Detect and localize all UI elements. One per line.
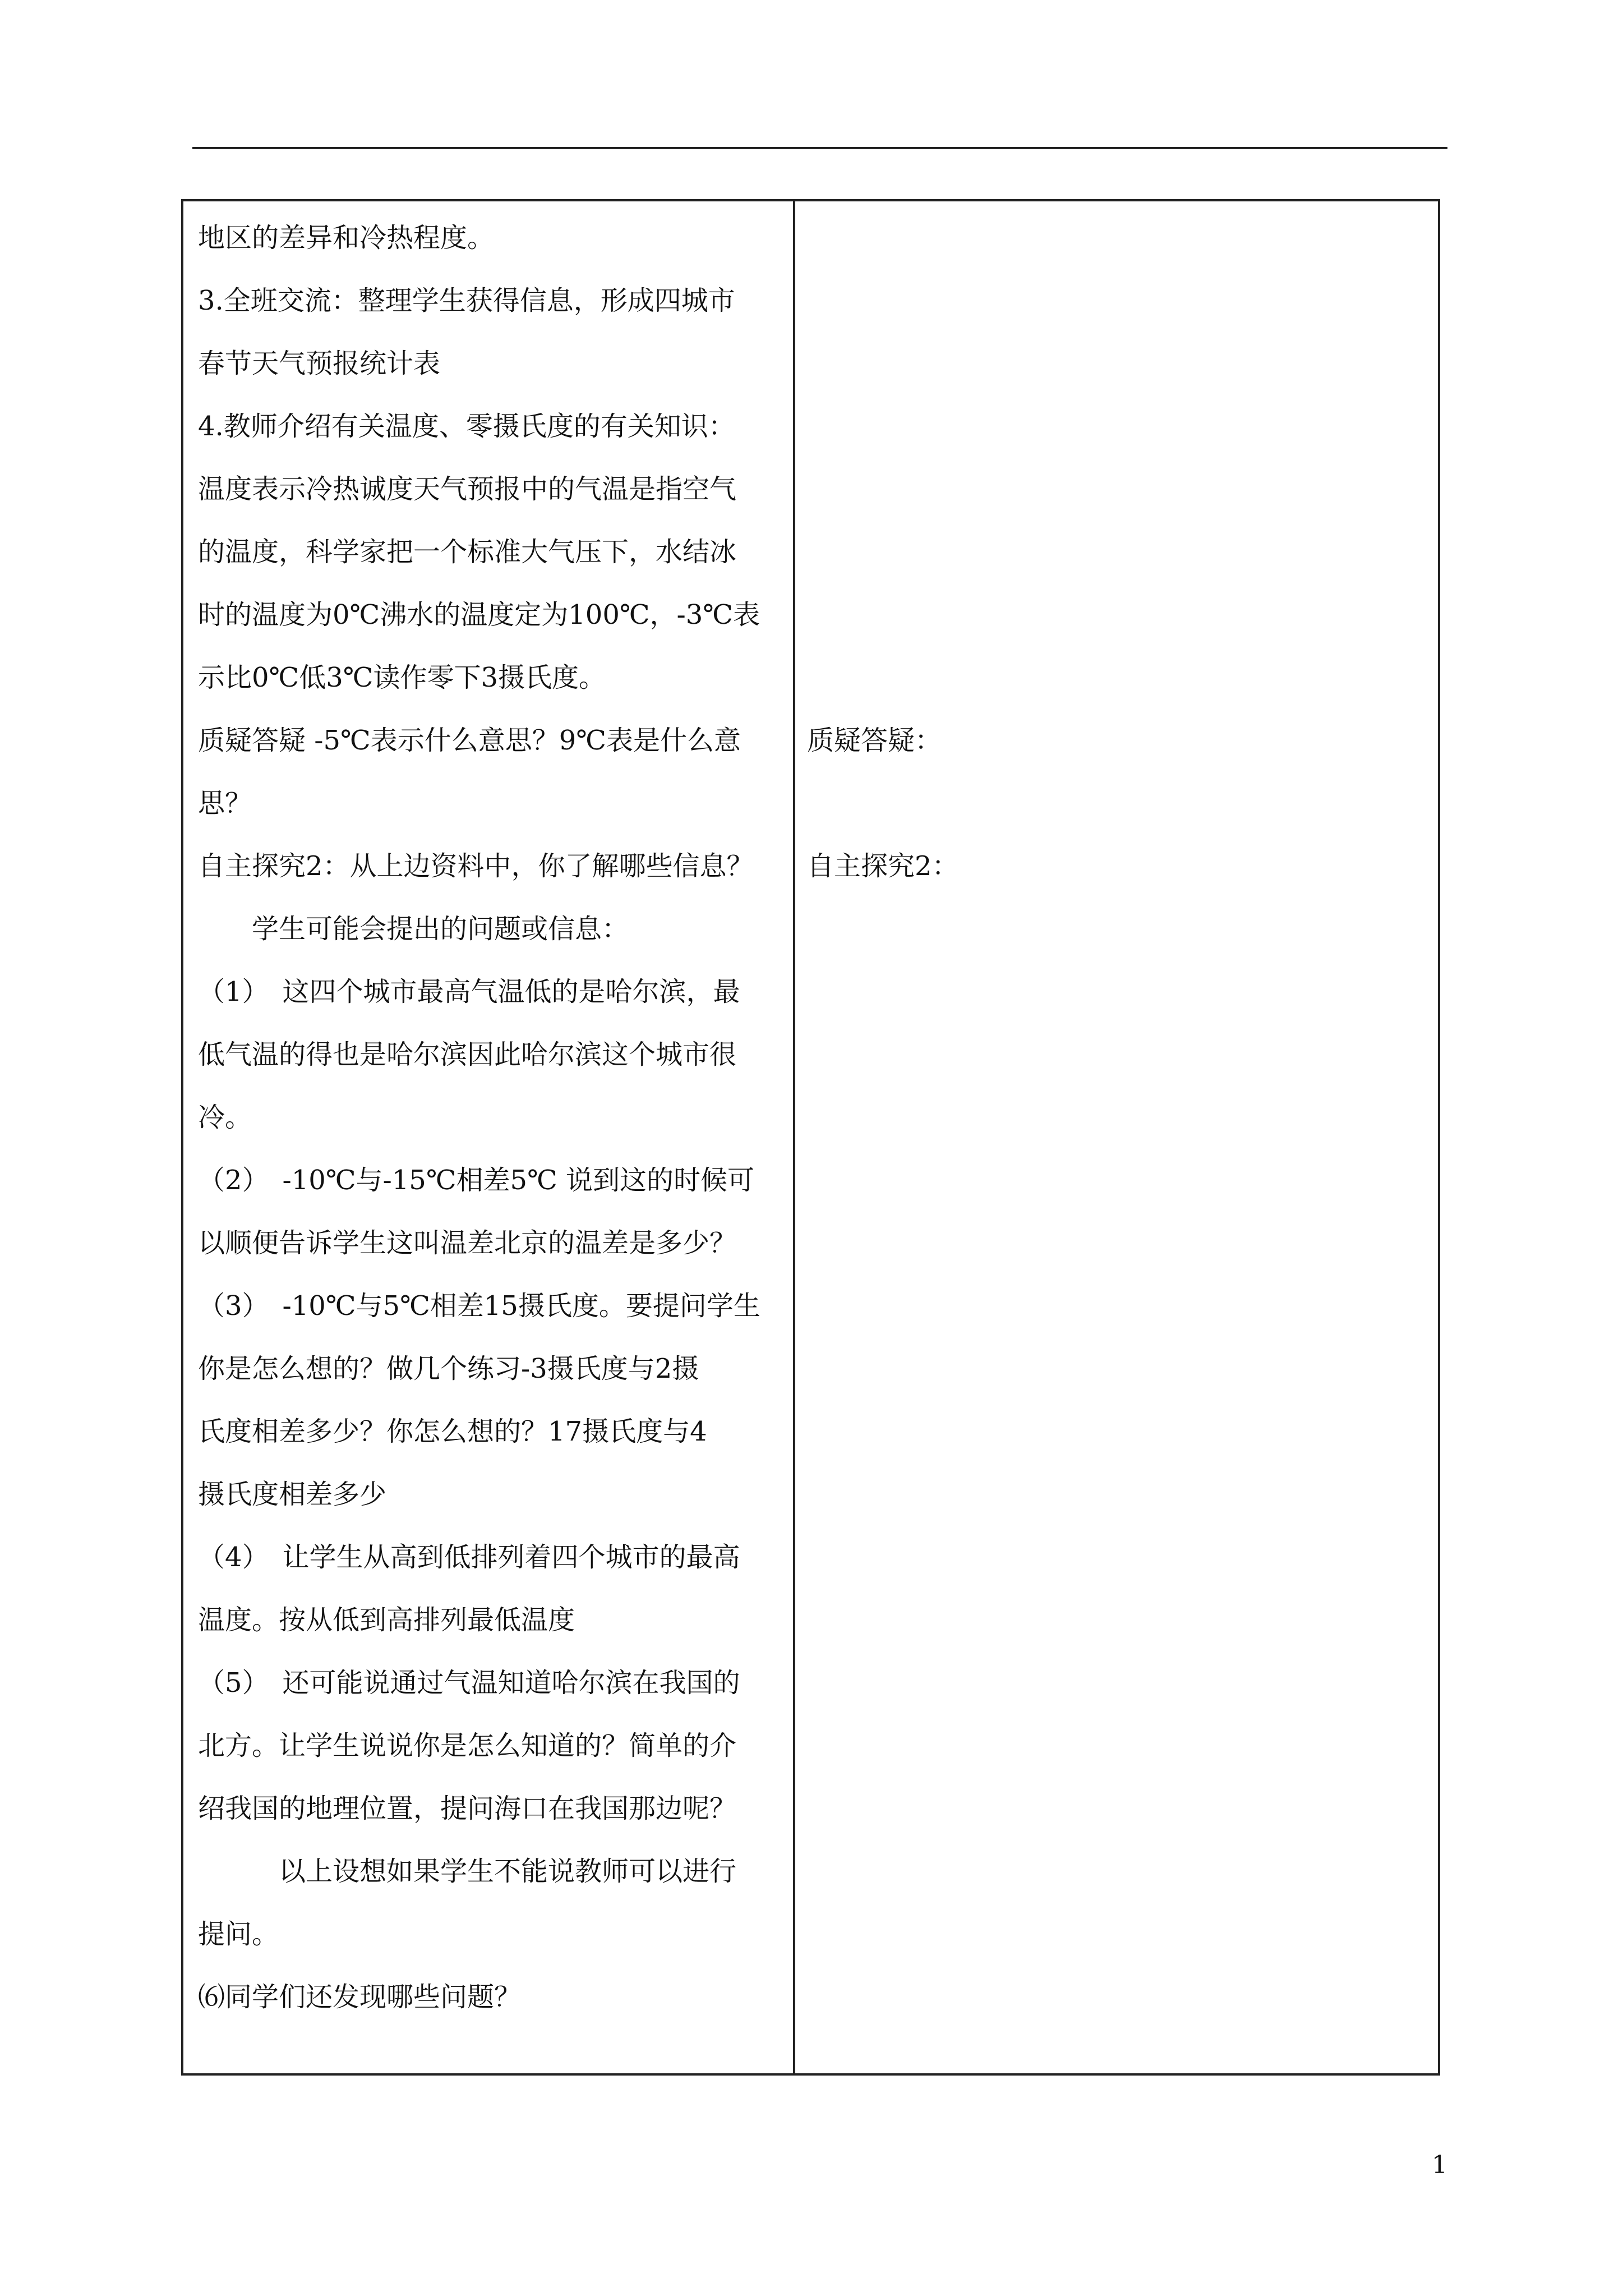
text-line: 地区的差异和冷热程度。 bbox=[198, 222, 495, 254]
header-rule bbox=[192, 147, 1447, 149]
text-line: 示比0℃低3℃读作零下3摄氏度。 bbox=[198, 662, 606, 693]
text-line: 低气温的得也是哈尔滨因此哈尔滨这个城市很 bbox=[198, 1039, 737, 1070]
text-line: 思？ bbox=[198, 788, 252, 819]
text-line: 氏度相差多少？你怎么想的？17摄氏度与4 bbox=[198, 1416, 707, 1447]
text-line: 学生可能会提出的问题或信息： bbox=[198, 913, 629, 945]
text-line: 以上设想如果学生不能说教师可以进行 bbox=[198, 1856, 737, 1887]
text-line: 温度表示冷热诚度天气预报中的气温是指空气 bbox=[198, 473, 737, 505]
text-line: 提问。 bbox=[198, 1918, 279, 1950]
text-line: 4.教师介绍有关温度、零摄氏度的有关知识： bbox=[198, 411, 735, 442]
text-line: （2） -10℃与-15℃相差5℃ 说到这的时候可 bbox=[198, 1165, 755, 1196]
text-line: 质疑答疑 -5℃表示什么意思？9℃表是什么意 bbox=[198, 725, 741, 756]
text-line: 绍我国的地理位置，提问海口在我国那边呢？ bbox=[198, 1793, 737, 1824]
text-line: （1） 这四个城市最高气温低的是哈尔滨，最 bbox=[198, 976, 740, 1007]
text-line: 温度。按从低到高排列最低温度 bbox=[198, 1604, 575, 1636]
text-line: 3.全班交流：整理学生获得信息，形成四城市 bbox=[198, 285, 735, 316]
lesson-table bbox=[181, 199, 1440, 2076]
text-line: 的温度，科学家把一个标准大气压下，水结冰 bbox=[198, 536, 737, 568]
text-line: （4） 让学生从高到低排列着四个城市的最高 bbox=[198, 1542, 740, 1573]
text-line: 时的温度为0℃沸水的温度定为100℃，-3℃表 bbox=[198, 599, 760, 631]
text-line: 质疑答疑： bbox=[807, 725, 942, 756]
text-line: 以顺便告诉学生这叫温差北京的温差是多少？ bbox=[198, 1227, 737, 1259]
text-line: 你是怎么想的？做几个练习-3摄氏度与2摄 bbox=[198, 1353, 699, 1384]
text-line: （3） -10℃与5℃相差15摄氏度。要提问学生 bbox=[198, 1290, 760, 1322]
text-line: ⑹同学们还发现哪些问题？ bbox=[198, 1981, 522, 2013]
page-number: 1 bbox=[1432, 2151, 1447, 2179]
text-line: 北方。让学生说说你是怎么知道的？简单的介 bbox=[198, 1730, 737, 1761]
text-line: 自主探究2：从上边资料中，你了解哪些信息？ bbox=[198, 850, 754, 882]
text-line: （5） 还可能说通过气温知道哈尔滨在我国的 bbox=[198, 1667, 740, 1699]
text-line: 自主探究2： bbox=[807, 850, 959, 882]
column-divider bbox=[793, 201, 795, 2073]
text-line: 摄氏度相差多少 bbox=[198, 1479, 387, 1510]
text-line: 冷。 bbox=[198, 1102, 252, 1133]
text-line: 春节天气预报统计表 bbox=[198, 348, 441, 379]
